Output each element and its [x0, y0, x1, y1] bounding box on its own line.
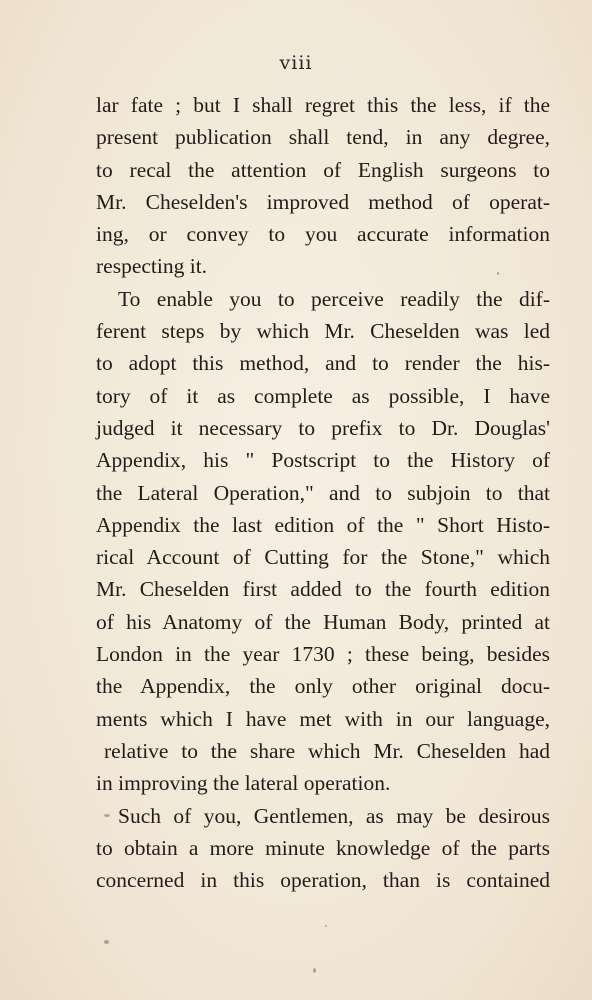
- page-number: viii: [279, 52, 313, 74]
- paper-speck: [497, 272, 499, 275]
- text-line: respecting it.: [96, 254, 208, 279]
- text-line: lar fate ; but I shall regret this the less, if the: [96, 93, 550, 117]
- text-line: ing, or convey to you accurate information: [96, 222, 550, 247]
- paper-speck: [313, 968, 316, 973]
- paper-speck: [104, 814, 110, 817]
- text-line: the Appendix, the only other original docu-: [96, 674, 550, 699]
- text-line: To enable you to perceive readily the dif-: [118, 286, 550, 311]
- text-line: to recal the attention of English surgeons to: [96, 157, 550, 182]
- text-line: in improving the lateral operation.: [96, 771, 391, 796]
- text-line: to adopt this method, and to render the his-: [96, 351, 550, 376]
- paper-speck: [104, 940, 109, 944]
- text-line: judged it necessary to prefix to Dr. Douglas': [96, 415, 550, 440]
- text-line: tory of it as complete as possible, I have: [96, 383, 550, 408]
- text-line: present publication shall tend, in any degree,: [96, 125, 550, 150]
- paper-speck: [325, 925, 327, 927]
- text-line: Appendix, his " Postscript to the History of: [96, 448, 550, 473]
- text-line: concerned in this operation, than is contained: [96, 868, 550, 893]
- text-line: ments which I have met with in our language,: [96, 706, 550, 731]
- text-line: Mr. Cheselden first added to the fourth edition: [96, 577, 550, 602]
- text-line: London in the year 1730 ; these being, besides: [96, 642, 550, 667]
- text-line: of his Anatomy of the Human Body, printed at: [96, 609, 550, 634]
- text-line: Mr. Cheselden's improved method of operat-: [96, 189, 550, 214]
- text-line: Such of you, Gentlemen, as may be desirous: [118, 803, 550, 828]
- text-line: to obtain a more minute knowledge of the parts: [96, 835, 550, 860]
- text-line: ferent steps by which Mr. Cheselden was led: [96, 319, 550, 344]
- text-line: the Lateral Operation," and to subjoin to that: [96, 480, 550, 505]
- body-text: [96, 89, 550, 896]
- text-line: Appendix the last edition of the " Short Histo-: [96, 512, 550, 537]
- text-line: rical Account of Cutting for the Stone," which: [96, 545, 550, 570]
- text-line: relative to the share which Mr. Cheselden had: [104, 738, 550, 763]
